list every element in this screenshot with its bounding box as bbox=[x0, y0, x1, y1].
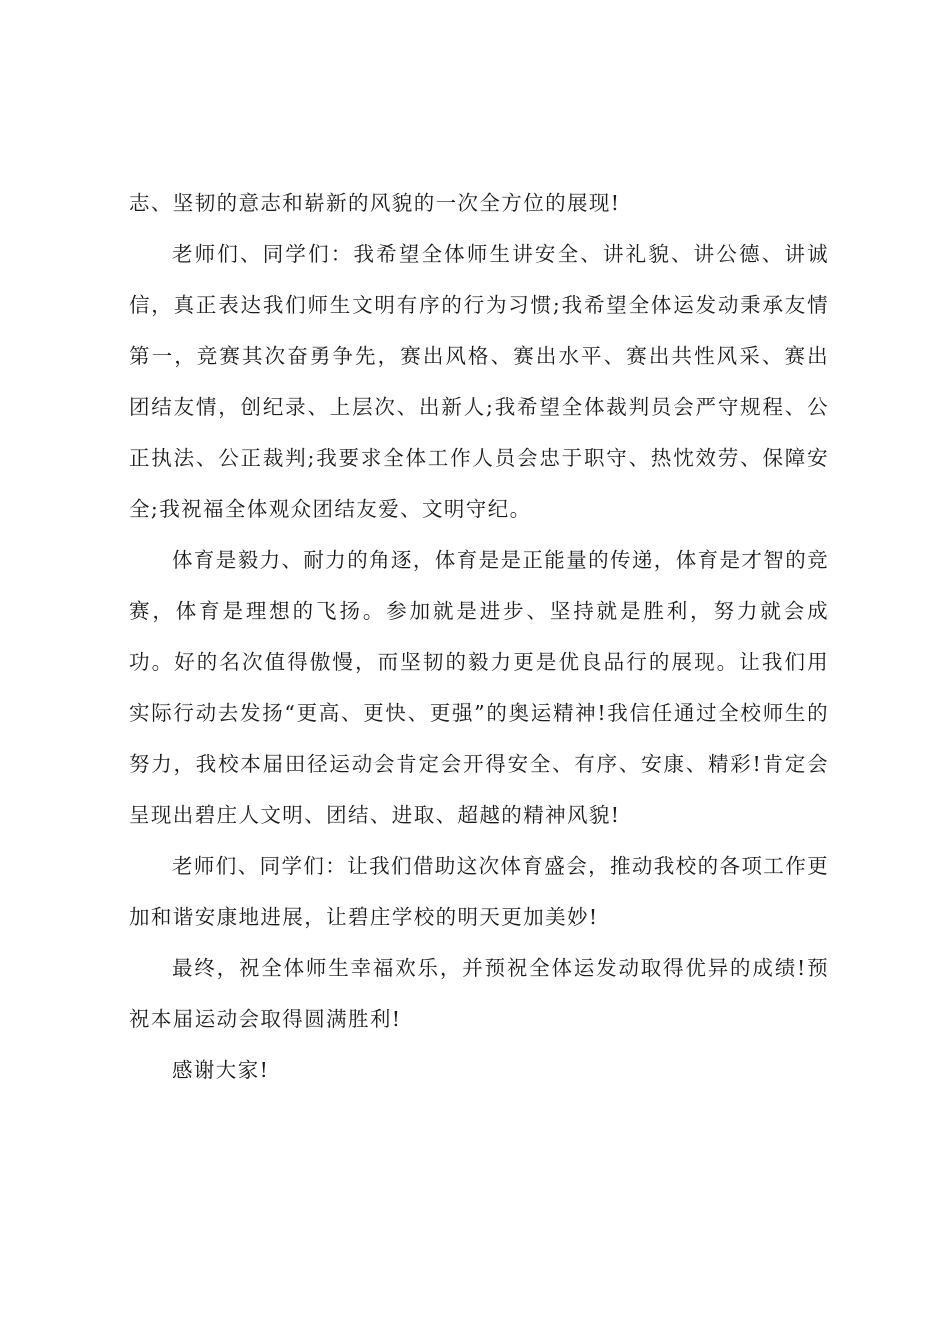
paragraph-thanks: 感谢大家! bbox=[172, 1058, 270, 1082]
paragraph-sports-spirit: 体育是毅力、耐力的角逐，体育是是正能量的传递，体育是才智的竞赛，体育是理想的飞扬。参加就是进步、坚持就是胜利，努力就会成功。好的名次值得傲慢，而坚韧的毅力更是优良品行的展现。让我们用实际行动去发扬“更高、更快、更强”的奥运精神!我信任通过全校师生的努力，我校本届田径运动会肯定会开得安全、有序、安康、精彩!肯定会呈现出碧庄人文明、团结、进取、超越的精神风貌! bbox=[129, 548, 829, 827]
paragraph-appeal: 老师们、同学们：让我们借助这次体育盛会，推动我校的各项工作更加和谐安康地进展，让碧庄学校的明天更加美妙! bbox=[129, 854, 829, 929]
paragraph-wishes: 老师们、同学们：我希望全体师生讲安全、讲礼貌、讲公德、讲诚信，真正表达我们师生文明有序的行为习惯;我希望全体运发动秉承友情第一，竞赛其次奋勇争先，赛出风格、赛出水平、赛出共性风采、赛出团结友情，创纪录、上层次、出新人;我希望全体裁判员会严守规程、公正执法、公正裁判;我要求全体工作人员会忠于职守、热忱效劳、保障安全;我祝福全体观众团结友爱、文明守纪。 bbox=[129, 242, 829, 521]
paragraph-continuation: 志、坚韧的意志和崭新的风貌的一次全方位的展现! bbox=[129, 191, 621, 215]
document-body bbox=[129, 178, 829, 1096]
paragraph-blessing: 最终，祝全体师生幸福欢乐，并预祝全体运发动取得优异的成绩!预祝本届运动会取得圆满胜利! bbox=[129, 956, 829, 1031]
